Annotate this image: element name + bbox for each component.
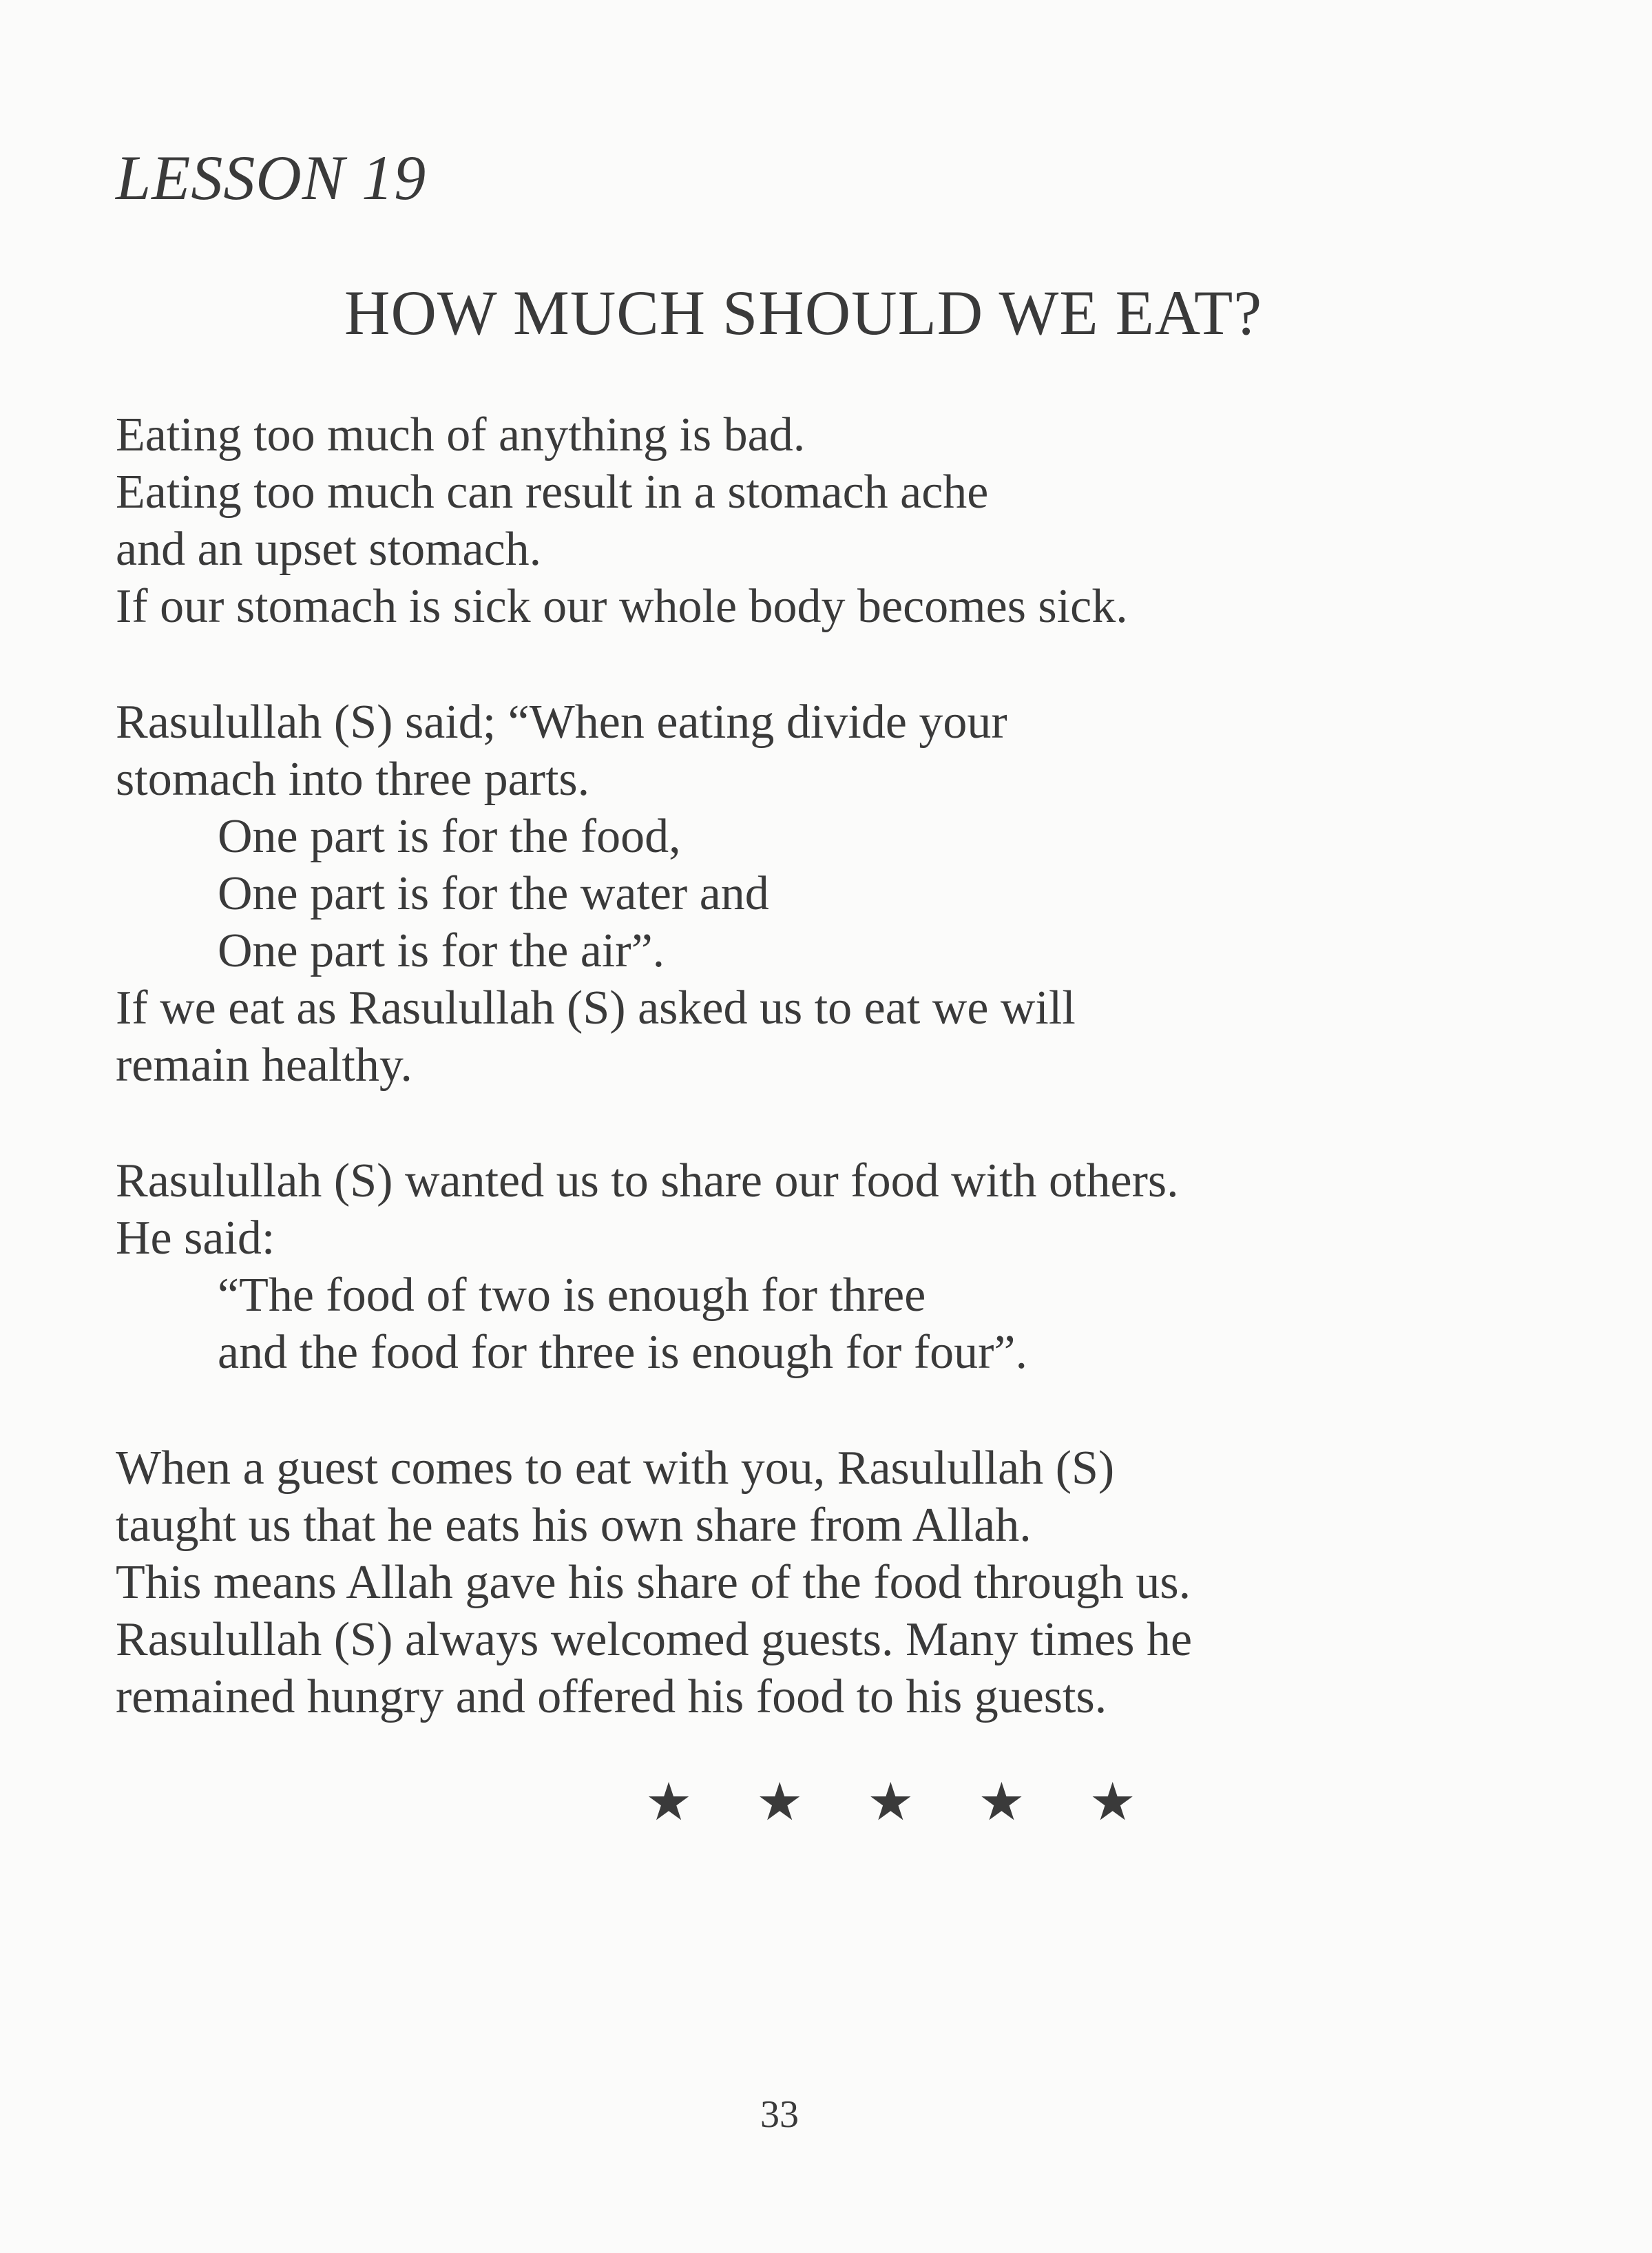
text-line: Eating too much can result in a stomach ache [116,466,989,519]
star-icon: ★ [978,1771,1025,1832]
paragraph-spacer [116,635,1562,694]
paragraph [116,694,1562,1094]
paragraph [116,1440,1562,1725]
indented-text-line: and the food for three is enough for four”. [218,1326,1027,1379]
indented-text-line: One part is for the air”. [218,924,665,977]
indented-text-line: “The food of two is enough for three [218,1269,926,1322]
indented-text-line: One part is for the water and [218,867,769,920]
lesson-label: LESSON 19 [116,143,427,213]
text-line: stomach into three parts. [116,753,590,806]
star-icon: ★ [867,1771,914,1832]
text-line: He said: [116,1212,275,1265]
star-divider [645,1771,1136,1832]
paragraph [116,1152,1562,1381]
text-line: When a guest comes to eat with you, Rasulullah (S) [116,1442,1115,1495]
paragraph [116,406,1562,635]
text-line: Rasulullah (S) wanted us to share our food with others. [116,1154,1179,1207]
page-title: HOW MUCH SHOULD WE EAT? [344,278,1263,348]
text-line: If we eat as Rasulullah (S) asked us to eat we will [116,982,1076,1035]
page-number: 33 [760,2093,799,2136]
text-line: Rasulullah (S) said; “When eating divide your [116,696,1007,749]
text-line: remained hungry and offered his food to his guests. [116,1670,1107,1723]
text-line: If our stomach is sick our whole body becomes sick. [116,580,1128,633]
star-icon: ★ [1089,1771,1136,1832]
text-line: Eating too much of anything is bad. [116,408,806,461]
text-line: taught us that he eats his own share from Allah. [116,1499,1032,1552]
lesson-body [116,406,1562,1725]
text-line: Rasulullah (S) always welcomed guests. Many times he [116,1613,1193,1666]
paragraph-spacer [116,1381,1562,1440]
text-line: remain healthy. [116,1039,412,1092]
text-line: This means Allah gave his share of the food through us. [116,1556,1191,1609]
indented-text-line: One part is for the food, [218,810,681,863]
paragraph-spacer [116,1094,1562,1152]
star-icon: ★ [645,1771,693,1832]
text-line: and an upset stomach. [116,523,542,576]
star-icon: ★ [756,1771,804,1832]
